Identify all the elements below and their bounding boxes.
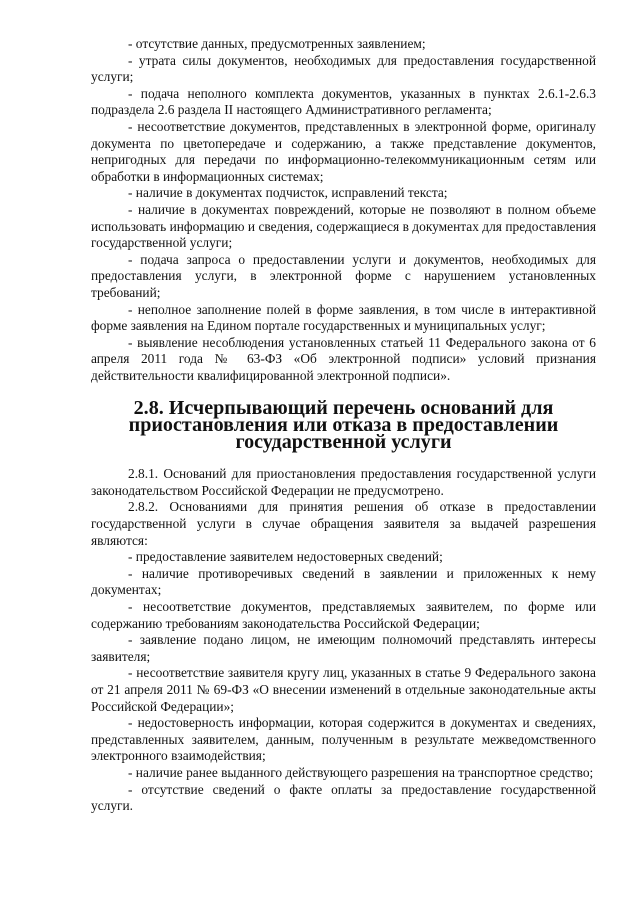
list-item: - подача неполного комплекта документов, указанных в пунктах 2.6.1-2.6.3 подраздела 2.6 раздела II настоящего Административного регламента; bbox=[91, 85, 596, 118]
list-item: - утрата силы документов, необходимых для предоставления государственной услуги; bbox=[91, 52, 596, 85]
list-item: - выявление несоблюдения установленных статьей 11 Федерального закона от 6 апреля 2011 года № 63-ФЗ «Об электронной подписи» условий признания действительности квалифицированной электронной подписи». bbox=[91, 334, 596, 383]
list-item: - наличие противоречивых сведений в заявлении и приложенных к нему документах; bbox=[91, 565, 596, 598]
list-item: - недостоверность информации, которая содержится в документах и сведениях, представленных заявителем, данным, полученным в результате межведомственного электронного взаимодействия; bbox=[91, 715, 596, 764]
list-item: - наличие в документах подчисток, исправлений текста; bbox=[128, 185, 448, 201]
list-item: - предоставление заявителем недостоверных сведений; bbox=[128, 549, 443, 565]
paragraph-2-8-2: 2.8.2. Основаниями для принятия решения об отказе в предоставлении государственной услуги в случае обращения заявителя за выдачей разрешения являются: bbox=[91, 499, 596, 548]
grounds-list-b bbox=[91, 549, 596, 815]
list-item: - несоответствие документов, представленных в электронной форме, оригиналу документа по цветопередаче и содержанию, а также представление документов, непригодных для передачи по информационно-телекоммуникационным сетям или обработки в информационных системах; bbox=[91, 118, 596, 184]
list-item: - неполное заполнение полей в форме заявления, в том числе в интерактивной форме заявления на Едином портале государственных и муниципальных услуг; bbox=[91, 301, 596, 334]
list-item: - отсутствие данных, предусмотренных заявлением; bbox=[128, 36, 426, 51]
list-item: - заявление подано лицом, не имеющим полномочий представлять интересы заявителя; bbox=[91, 632, 596, 664]
list-item: - несоответствие заявителя кругу лиц, указанных в статье 9 Федерального закона от 21 апреля 2011 № 69-ФЗ «О внесении изменений в отдельные законодательные акты Российской Федерации»; bbox=[91, 665, 596, 714]
paragraph-2-8-1: 2.8.1. Оснований для приостановления предоставления государственной услуги законодательством Российской Федерации не предусмотрено. bbox=[91, 466, 596, 498]
list-item: - подача запроса о предоставлении услуги и документов, необходимых для предоставления услуги, в электронной форме с нарушением установленных требований; bbox=[91, 251, 596, 300]
section-heading: 2.8. Исчерпывающий перечень оснований для приостановления или отказа в предоставлении государственной услуги bbox=[128, 397, 559, 453]
list-item: - наличие ранее выданного действующего разрешения на транспортное средство; bbox=[128, 764, 594, 780]
grounds-list-a bbox=[91, 36, 596, 384]
list-item: - наличие в документах повреждений, которые не позволяют в полном объеме использовать информацию и сведения, содержащиеся в документах для предоставления государственной услуги; bbox=[91, 201, 596, 251]
document-page bbox=[91, 36, 596, 815]
list-item: - отсутствие сведений о факте оплаты за предоставление государственной услуги. bbox=[91, 781, 596, 814]
list-item: - несоответствие документов, представляемых заявителем, по форме или содержанию требованиям законодательства Российской Федерации; bbox=[91, 599, 596, 631]
